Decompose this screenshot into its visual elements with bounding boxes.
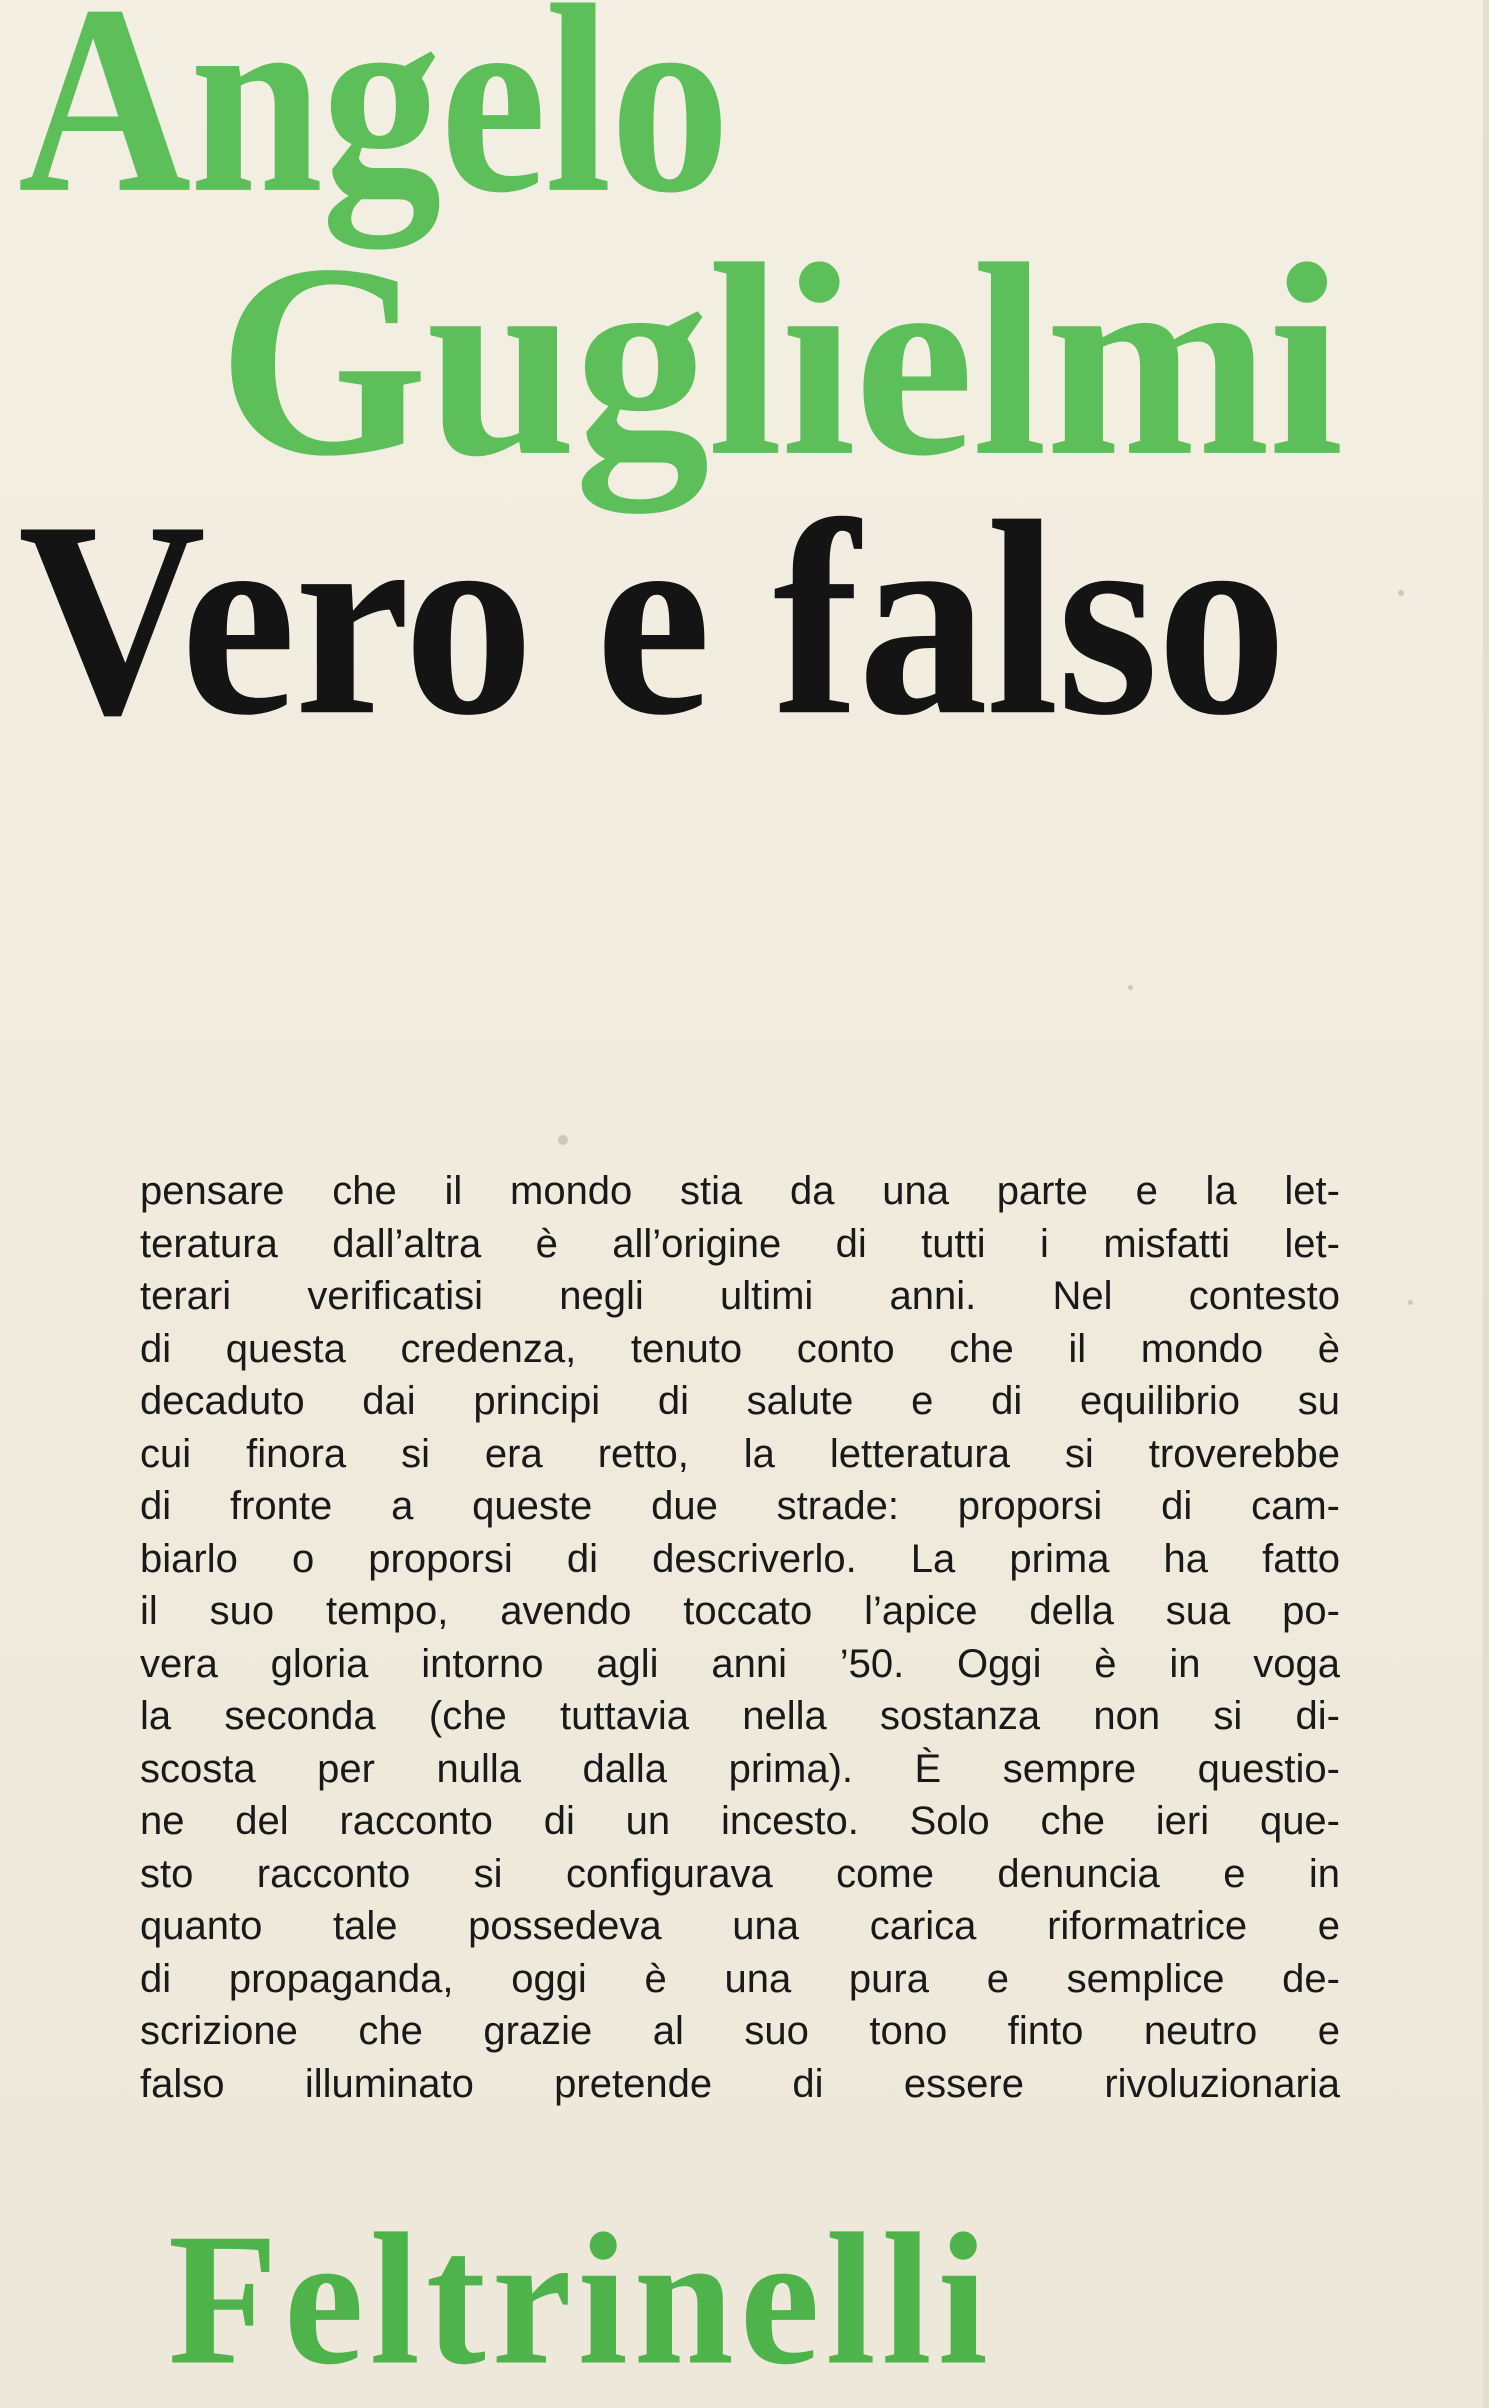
blurb-line: quanto tale possedeva una carica riformatrice e: [140, 1904, 1340, 1948]
blurb-line: sto racconto si configurava come denuncia e in: [140, 1851, 1340, 1896]
author-first-name: Angelo: [18, 0, 729, 249]
blurb-line: scrizione che grazie al suo tono finto neutro e: [140, 2009, 1340, 2053]
paper-speck: [558, 1135, 568, 1145]
author-last-name: Guglielmi: [218, 207, 1342, 513]
blurb-line: vera gloria intorno agli anni ’50. Oggi è in voga: [140, 1641, 1340, 1686]
book-title: Vero e falso: [18, 464, 1286, 774]
blurb-line: biarlo o proporsi di descriverlo. La prima ha fatto: [140, 1536, 1340, 1581]
blurb-line: teratura dall’altra è all’origine di tutti i misfatti let-: [140, 1221, 1340, 1266]
paper-speck: [1128, 985, 1133, 990]
blurb-line: scosta per nulla dalla prima). È sempre questio-: [140, 1746, 1340, 1791]
blurb-line: ne del racconto di un incesto. Solo che ieri que-: [140, 1799, 1340, 1843]
blurb-line: falso illuminato pretende di essere rivoluzionaria: [140, 2061, 1340, 2106]
blurb-line: di propaganda, oggi è una pura e semplice de-: [140, 1956, 1340, 2001]
blurb-line: cui finora si era retto, la letteratura si troverebbe: [140, 1431, 1340, 1476]
blurb-line: il suo tempo, avendo toccato l’apice della sua po-: [140, 1589, 1340, 1633]
blurb-line: la seconda (che tuttavia nella sostanza non si di-: [140, 1694, 1340, 1738]
paper-speck: [1408, 1300, 1413, 1305]
blurb-line: decaduto dai principi di salute e di equilibrio su: [140, 1379, 1340, 1423]
blurb-line: pensare che il mondo stia da una parte e la let-: [140, 1169, 1340, 1213]
publisher-name: Feltrinelli: [168, 2194, 994, 2404]
blurb-line: di fronte a queste due strade: proporsi di cam-: [140, 1484, 1340, 1528]
blurb-line: di questa credenza, tenuto conto che il mondo è: [140, 1326, 1340, 1371]
blurb-text: [140, 1165, 1340, 2110]
blurb-line: terari verificatisi negli ultimi anni. Nel contesto: [140, 1274, 1340, 1318]
paper-speck: [1398, 590, 1404, 596]
